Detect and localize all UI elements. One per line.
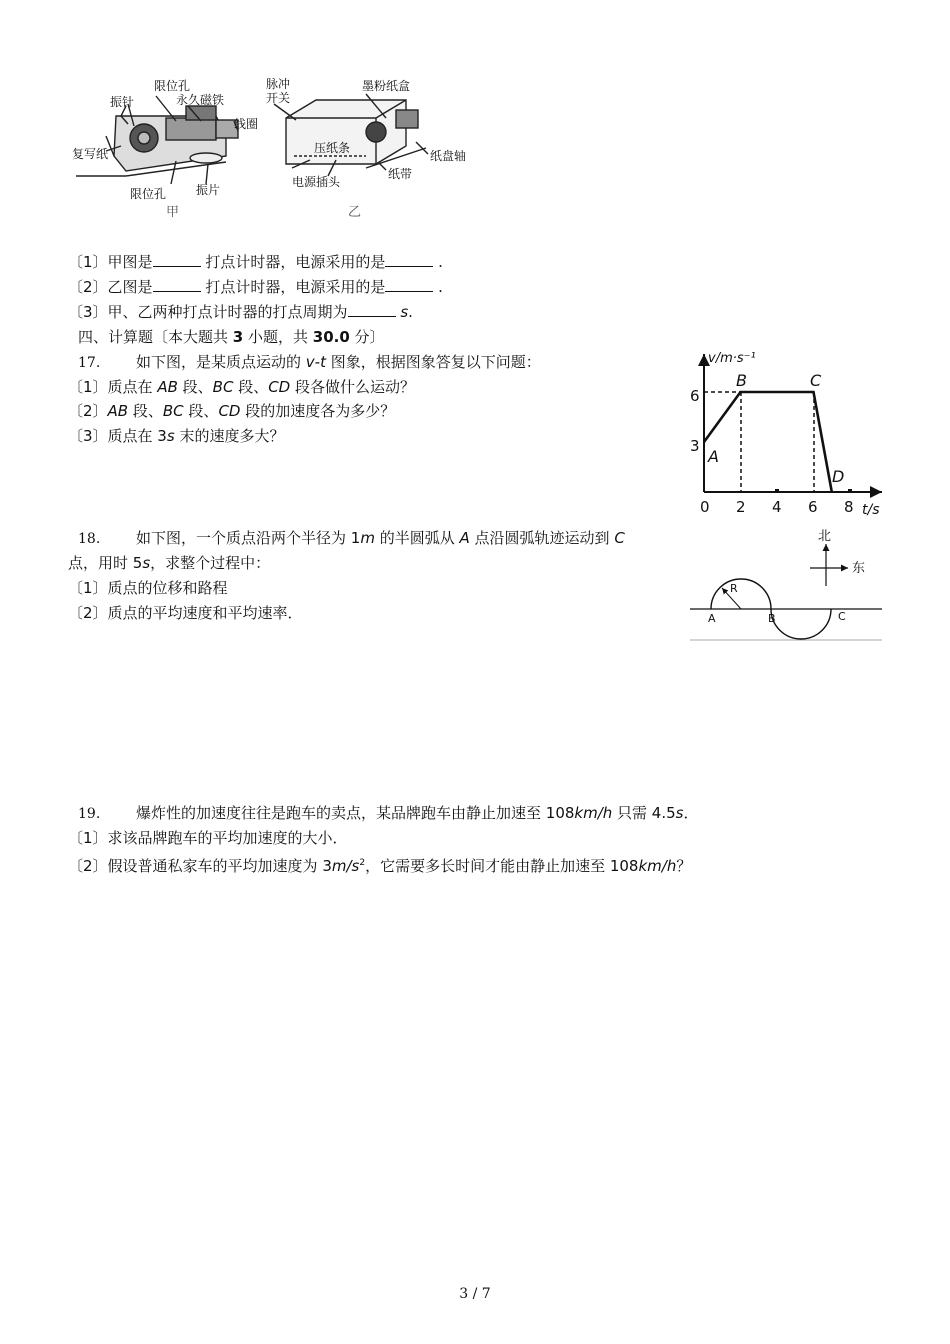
tick-mark-8 xyxy=(848,489,852,492)
timer-figures xyxy=(66,76,476,226)
label-zhidai: 纸带 xyxy=(388,167,413,181)
x-tick-6: 6 xyxy=(808,498,818,516)
x-tick-8: 8 xyxy=(844,498,854,516)
point-label-d: D xyxy=(832,467,845,486)
blank xyxy=(385,252,433,267)
blank xyxy=(153,252,201,267)
q16-part1: 〔1〕甲图是 打点计时器，电源采用的是 . xyxy=(68,253,443,271)
point-label-a: A xyxy=(708,447,719,466)
tick-mark-4 xyxy=(775,489,779,492)
label-xianquan: 线圈 xyxy=(234,117,259,131)
arc-upper xyxy=(711,579,771,609)
label-fuxiezhi: 复写纸 xyxy=(72,147,109,161)
x-tick-2: 2 xyxy=(736,498,746,516)
label-xianweikong-top: 限位孔 xyxy=(154,79,191,93)
q18-part2: 〔2〕质点的平均速度和平均速率． xyxy=(68,604,303,622)
q18-part1: 〔1〕质点的位移和路程 xyxy=(68,579,228,597)
q19-intro: 19. 爆炸性的加速度往往是跑车的卖点，某品牌跑车由静止加速至 108km/h 只需 4.5s． xyxy=(78,804,699,822)
label-yazhitiao: 压纸条 xyxy=(314,141,351,155)
q16-part3: 〔3〕甲、乙两种打点计时器的打点周期为 s. xyxy=(68,303,413,321)
caption-yi: 乙 xyxy=(348,205,362,220)
point-label-c: C xyxy=(810,371,822,390)
vt-line xyxy=(704,392,832,492)
label-zhenpian: 振片 xyxy=(196,183,221,197)
label-zhen: 振针 xyxy=(110,95,135,109)
arc-lower xyxy=(771,609,831,639)
page-number: 3 / 7 xyxy=(459,1286,491,1302)
east-label: 东 xyxy=(852,561,866,576)
y-tick-3: 3 xyxy=(690,437,700,455)
point-label-b: B xyxy=(736,371,747,390)
radius-label: R xyxy=(730,582,738,595)
q18-line2: 点，用时 5s，求整个过程中： xyxy=(68,554,271,572)
blank xyxy=(153,277,201,292)
x-tick-0: 0 xyxy=(700,498,710,516)
section-heading: 四、计算题〔本大题共 3 小题，共 30.0 分〕 xyxy=(78,328,385,346)
q17-part3: 〔3〕质点在 3s 末的速度多大？ xyxy=(68,427,285,445)
label-maichong: 脉冲 xyxy=(266,77,291,91)
q19-part1: 〔1〕求该品牌跑车的平均加速度的大小． xyxy=(68,829,348,847)
figure-yi xyxy=(274,94,428,176)
q17-part2: 〔2〕AB 段、BC 段、CD 段的加速度各为多少？ xyxy=(68,402,396,420)
blank xyxy=(348,302,396,317)
vt-graph xyxy=(684,344,890,522)
y-tick-6: 6 xyxy=(690,387,700,405)
north-label: 北 xyxy=(818,529,832,544)
arc-figure xyxy=(686,526,886,644)
figure-jia xyxy=(76,96,238,184)
x-tick-4: 4 xyxy=(772,498,782,516)
label-fangpan: 纸盘轴 xyxy=(430,149,467,163)
point-b: B xyxy=(768,612,776,625)
label-dianyuan: 电源插头 xyxy=(292,175,341,189)
q19-part2: 〔2〕假设普通私家车的平均加速度为 $3m/s^2$，它需要多长时间才能由静止加速至 108km/h？ xyxy=(68,857,692,875)
q16-part2: 〔2〕乙图是 打点计时器，电源采用的是 . xyxy=(68,278,443,296)
q18-line1: 18. 如下图，一个质点沿两个半径为 1m 的半圆弧从 A 点沿圆弧轨迹运动到 C xyxy=(78,529,625,547)
q17-intro: 17. 如下图，是某质点运动的 v-t 图象，根据图象答复以下问题： xyxy=(78,353,541,371)
label-kaiguan: 开关 xyxy=(266,91,291,105)
y-axis-label: v/m·s⁻¹ xyxy=(708,351,756,366)
point-c: C xyxy=(838,610,846,623)
q17-part1: 〔1〕质点在 AB 段、BC 段、CD 段各做什么运动？ xyxy=(68,378,416,396)
label-mofen: 墨粉纸盒 xyxy=(362,79,411,93)
caption-jia: 甲 xyxy=(166,205,180,220)
label-xianweikong-bottom: 限位孔 xyxy=(130,187,167,201)
label-yongjiu: 永久磁铁 xyxy=(176,93,225,107)
x-axis-label: t/s xyxy=(862,502,880,518)
blank xyxy=(385,277,433,292)
point-a: A xyxy=(708,612,716,625)
